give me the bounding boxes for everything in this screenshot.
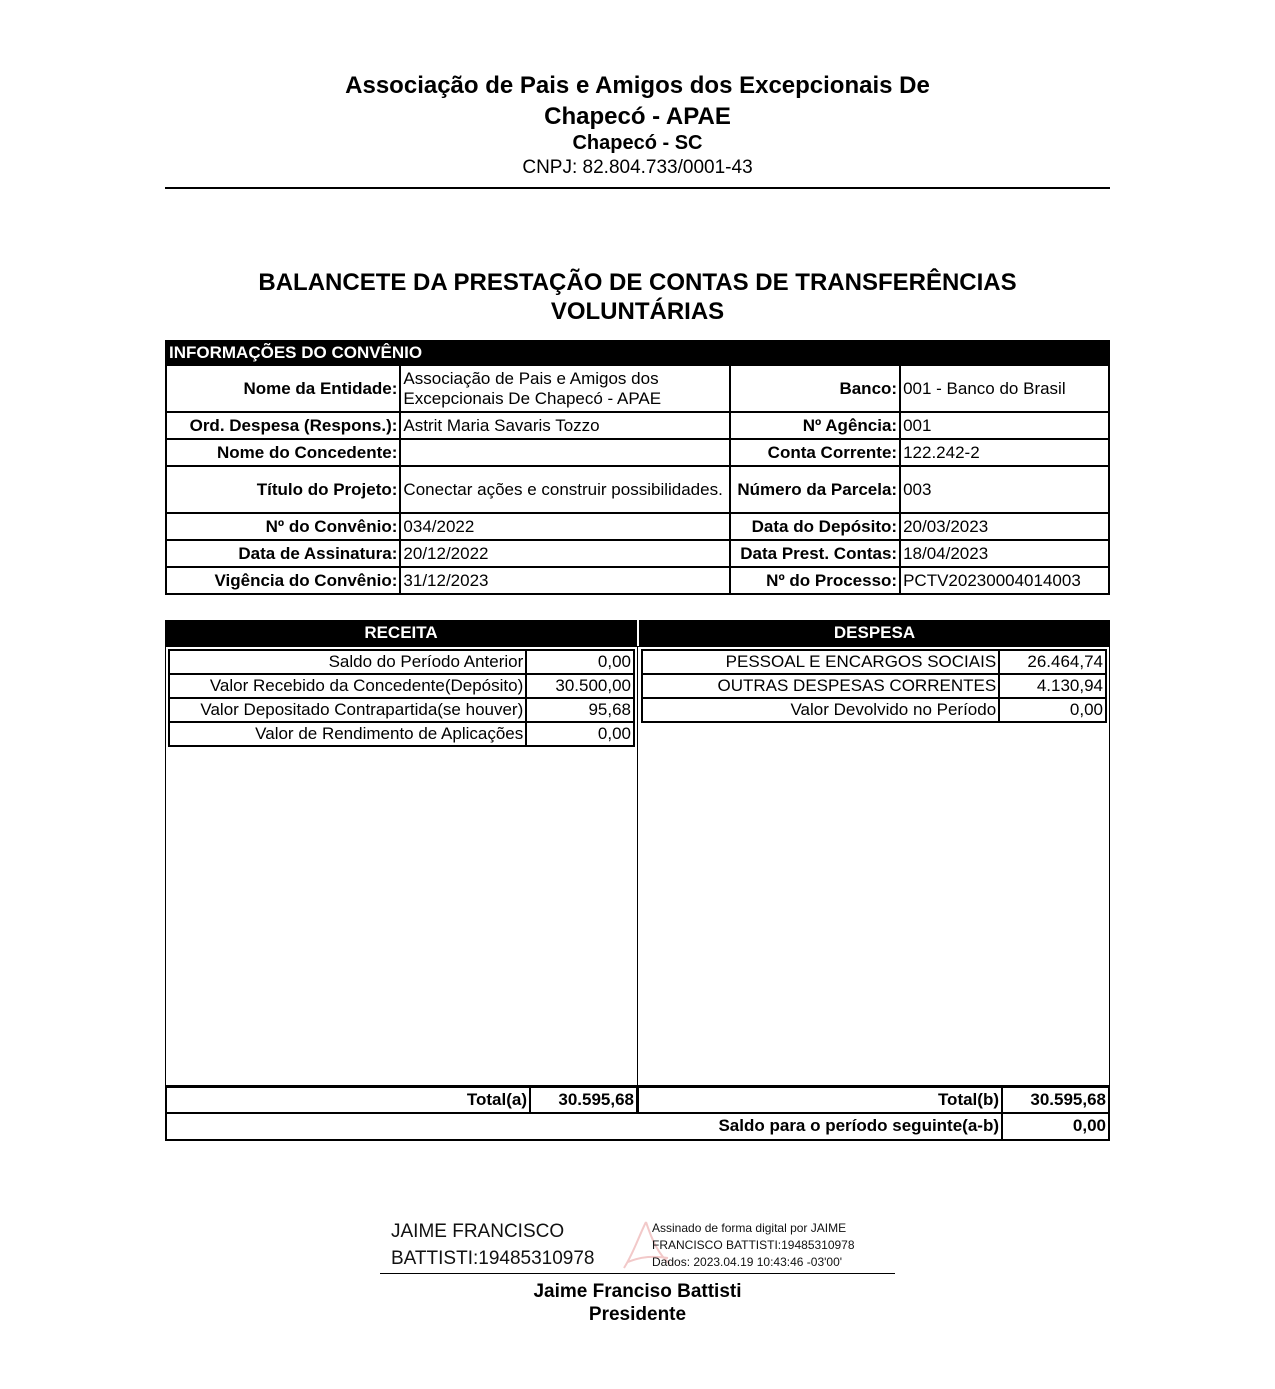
despesa-item xyxy=(642,698,1106,722)
saldo-value: 0,00 xyxy=(1072,1116,1106,1135)
receita-item-value: 0,00 xyxy=(526,650,634,674)
despesa-item xyxy=(642,674,1106,698)
receita-item-label: Valor Recebido da Concedente(Depósito) xyxy=(169,674,526,698)
receita-total-value: 30.595,68 xyxy=(558,1090,634,1109)
despesa-item-label: PESSOAL E ENCARGOS SOCIAIS xyxy=(642,650,999,674)
info-label-concedente: Nome do Concedente: xyxy=(166,439,400,466)
receita-despesa-section xyxy=(165,620,1110,1141)
convenio-info-heading: INFORMAÇÕES DO CONVÊNIO xyxy=(166,341,1109,365)
receita-items-table xyxy=(168,649,635,747)
info-value-processo: PCTV20230004014003 xyxy=(900,567,1109,594)
despesa-total-row xyxy=(637,1086,1110,1114)
digital-signature-name xyxy=(391,1218,595,1272)
info-value-conta: 122.242-2 xyxy=(900,439,1109,466)
despesa-item-value: 26.464,74 xyxy=(999,650,1106,674)
receita-total-row xyxy=(165,1086,638,1114)
saldo-label: Saldo para o período seguinte(a-b) xyxy=(167,1114,1003,1139)
info-label-conta: Conta Corrente: xyxy=(730,439,900,466)
despesa-item-label: Valor Devolvido no Período xyxy=(642,698,999,722)
info-row xyxy=(166,466,1109,513)
digital-signature-name-line2: BATTISTI:19485310978 xyxy=(391,1248,595,1269)
receita-heading: RECEITA xyxy=(165,620,637,646)
organization-name-line1: Associação de Pais e Amigos dos Excepcionais De xyxy=(345,72,930,99)
info-value-assinatura: 20/12/2022 xyxy=(400,540,730,567)
despesa-item-label: OUTRAS DESPESAS CORRENTES xyxy=(642,674,999,698)
despesa-total-label: Total(b) xyxy=(639,1088,1003,1112)
info-label-prest-contas: Data Prest. Contas: xyxy=(730,540,900,567)
receita-item xyxy=(169,650,634,674)
receita-item-label: Valor Depositado Contrapartida(se houver) xyxy=(169,698,526,722)
receita-item xyxy=(169,698,634,722)
despesa-heading: DESPESA xyxy=(639,620,1110,646)
info-value-prest-contas: 18/04/2023 xyxy=(900,540,1109,567)
receita-item-label: Valor de Rendimento de Aplicações xyxy=(169,722,526,746)
info-row xyxy=(166,412,1109,439)
info-value-convenio: 034/2022 xyxy=(400,513,730,540)
despesa-item-value: 4.130,94 xyxy=(999,674,1106,698)
info-label-agencia: Nº Agência: xyxy=(730,412,900,439)
signature-detail-line2: FRANCISCO BATTISTI:19485310978 xyxy=(652,1238,855,1252)
header-divider xyxy=(165,187,1110,189)
document-title-line2: VOLUNTÁRIAS xyxy=(550,298,725,325)
info-row xyxy=(166,513,1109,540)
receita-item-value: 95,68 xyxy=(526,698,634,722)
info-value-vigencia: 31/12/2023 xyxy=(400,567,730,594)
info-value-entidade: Associação de Pais e Amigos dos Excepcionais De Chapecó - APAE xyxy=(400,365,730,412)
receita-item xyxy=(169,722,634,746)
signature-detail-line1: Assinado de forma digital por JAIME xyxy=(652,1221,847,1235)
receita-item xyxy=(169,674,634,698)
signer-role: Presidente xyxy=(588,1304,687,1325)
info-value-deposito: 20/03/2023 xyxy=(900,513,1109,540)
signer-name: Jaime Franciso Battisti xyxy=(533,1281,742,1302)
document-title xyxy=(165,268,1110,326)
despesa-items-table xyxy=(641,649,1107,723)
organization-name xyxy=(165,70,1110,132)
signature-line xyxy=(380,1273,895,1274)
info-label-projeto: Título do Projeto: xyxy=(166,466,400,513)
info-row xyxy=(166,439,1109,466)
saldo-row xyxy=(165,1112,1110,1141)
info-label-convenio: Nº do Convênio: xyxy=(166,513,400,540)
info-value-banco: 001 - Banco do Brasil xyxy=(900,365,1109,412)
info-label-banco: Banco: xyxy=(730,365,900,412)
info-label-ordenador: Ord. Despesa (Respons.): xyxy=(166,412,400,439)
info-row xyxy=(166,540,1109,567)
organization-cnpj: CNPJ: 82.804.733/0001-43 xyxy=(522,157,753,178)
despesa-item-value: 0,00 xyxy=(999,698,1106,722)
info-label-parcela: Número da Parcela: xyxy=(730,466,900,513)
info-label-deposito: Data do Depósito: xyxy=(730,513,900,540)
receita-item-value: 30.500,00 xyxy=(526,674,634,698)
organization-name-line2: Chapecó - APAE xyxy=(544,103,731,130)
receita-item-value: 0,00 xyxy=(526,722,634,746)
convenio-info-table xyxy=(165,340,1110,595)
signature-detail-line3: Dados: 2023.04.19 10:43:46 -03'00' xyxy=(652,1255,843,1269)
despesa-item xyxy=(642,650,1106,674)
digital-signature-name-line1: JAIME FRANCISCO xyxy=(391,1221,565,1242)
info-label-processo: Nº do Processo: xyxy=(730,567,900,594)
digital-signature-details xyxy=(652,1220,855,1271)
document-title-line1: BALANCETE DA PRESTAÇÃO DE CONTAS DE TRANSFERÊNCIAS xyxy=(258,269,1017,296)
receita-item-label: Saldo do Período Anterior xyxy=(169,650,526,674)
info-label-assinatura: Data de Assinatura: xyxy=(166,540,400,567)
info-label-vigencia: Vigência do Convênio: xyxy=(166,567,400,594)
info-value-concedente xyxy=(400,439,730,466)
info-value-ordenador: Astrit Maria Savaris Tozzo xyxy=(400,412,730,439)
info-value-projeto: Conectar ações e construir possibilidades. xyxy=(400,466,730,513)
info-row xyxy=(166,365,1109,412)
receita-total-label: Total(a) xyxy=(167,1088,531,1112)
info-value-parcela: 003 xyxy=(900,466,1109,513)
despesa-total-value: 30.595,68 xyxy=(1030,1090,1106,1109)
info-row xyxy=(166,567,1109,594)
info-label-entidade: Nome da Entidade: xyxy=(166,365,400,412)
info-value-agencia: 001 xyxy=(900,412,1109,439)
organization-city: Chapecó - SC xyxy=(572,132,703,154)
